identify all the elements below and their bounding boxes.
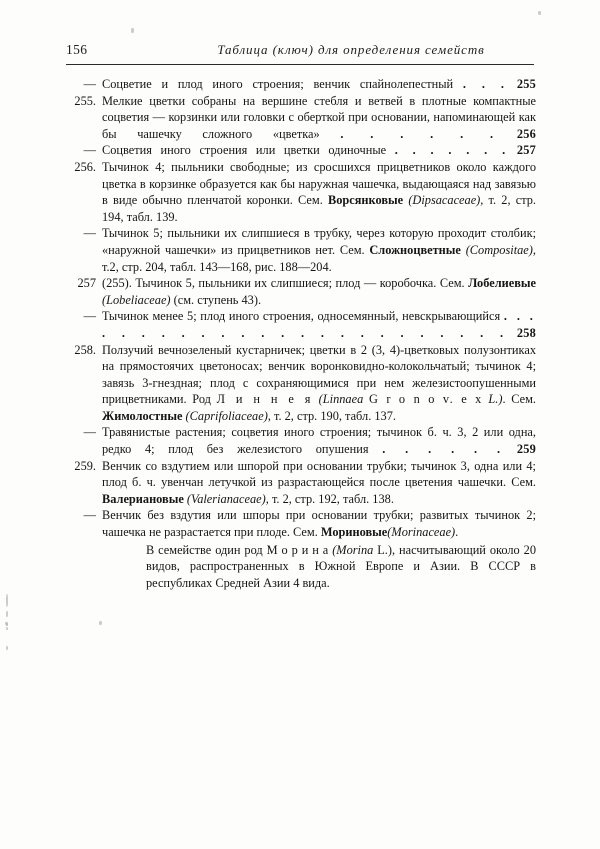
entry-text [102,76,536,93]
entry-marker: — [83,425,96,440]
entry-description: Соцветие и плод иного строения; венчик спайнолепестный [102,77,454,91]
entry-marker: — [83,309,96,324]
scan-artifact [538,11,541,15]
family-name-lat: (Compositae) [465,242,533,257]
key-entry [66,458,536,508]
note-text-end: L.), насчитывающий около 20 видов, распространенных в Южной Европе и Азии. В СССР в республиках Средней Азии 4 вида. [146,542,536,590]
entry-marker: — [83,226,96,241]
entry-text [102,458,536,508]
entry-reference: 255 [516,77,536,91]
key-entry [66,507,536,540]
entry-connector: . Сем. [502,392,537,407]
entry-citation: . [455,525,459,540]
leader-dots: . . . . . . . . . . . . . . . . . . . . . . . . [102,309,536,340]
family-name-lat: (Caprifoliaceae) [185,408,268,423]
entry-marker: — [83,508,96,523]
entry-text [102,93,536,143]
key-entry [66,424,536,457]
entry-description: Венчик без вздутия или шпоры при основании трубки; развитых тычинок 2; чашечка не разрастается при плоде. Сем. [102,508,536,540]
leader-dots: . . . [462,77,508,91]
leader-dots: . . . . . . . [394,143,509,158]
entry-marker: 257 [77,276,96,291]
family-name-lat: (Lobeliaceae) [102,292,171,307]
key-entry [66,275,536,308]
scan-artifact [99,621,102,625]
entry-reference: 256 [516,126,536,141]
family-name-ru: Ворсянковые [327,193,404,208]
entry-description: Ползучий вечнозеленый кустарничек; цветки в 2 (3, 4)-цветковых полузонтиках на прямостоячих цветоносах; венчик воронковидно-колокольчатый; тычинок 4; завязь 3-гнездная; плод с сохраняющимися при нем железистоопушенными прицветниками. Род [102,342,536,407]
leader-dots: . . . . . . [382,442,504,457]
entry-citation: (см. ступень 43). [170,292,262,307]
scan-artifact [131,28,134,33]
entry-text [102,225,536,275]
entry-text [102,507,536,540]
scan-artifact [6,627,8,630]
entry-description: Соцветия иного строения или цветки одиночные [102,143,387,158]
running-title: Таблица (ключ) для определения семейств [217,42,485,57]
entry-description: Тычинок 4; пыльники свободные; из сросшихся прицветников около каждого цветка в корзинке образуется как бы наружная чашечка, выдающаяся над завязью в виде обычно пленчатой коронки. Сем. [102,159,536,208]
key-entry [66,342,536,425]
entry-text [102,275,536,308]
entry-reference: 259 [516,442,537,457]
key-entry [66,142,536,159]
family-name-ru: Жимолостные [102,408,183,423]
entry-marker: 255. [74,93,96,108]
family-name-lat: (Valerianaceae) [186,491,266,506]
header-rule [66,64,534,65]
key-entry [66,93,536,143]
entry-text [102,159,536,225]
genus-authority-abbr: L.) [488,392,503,407]
entry-description: Травянистые растения; соцветия иного строения; тычинок б. ч. 3, 2 или одна, редко 4; плод без железистого опушения [102,425,536,457]
family-note [66,542,536,592]
key-entry [66,76,536,93]
scan-artifact [5,622,7,625]
running-head [66,42,536,62]
entry-text [102,142,536,159]
entry-description: Тычинок 5; пыльники их слипшиеся в трубку, через которую проходит столбик; «наружной чашечки» из прицветников нет. Сем. [102,226,536,257]
genus-name-ru: Л и н н е я [216,392,313,407]
entry-citation: , т. 2, стр. 190, табл. 137. [267,408,396,423]
folio-number: 156 [66,42,88,57]
entry-marker: 256. [74,159,96,174]
entry-reference: 258 [516,325,536,340]
entry-text [102,342,536,425]
key-entry [66,159,536,225]
family-name-ru: Валериановые [102,491,184,506]
entry-citation: , т. 2, стр. 192, табл. 138. [265,491,394,506]
entry-marker: 259. [74,458,96,473]
entry-text [102,424,536,457]
genus-name-lat: (Morina [332,542,374,557]
family-name-lat: (Dipsacaceae) [408,193,481,208]
entry-text [102,308,536,341]
entry-citation: , т. 2, стр. 194, табл. 139. [102,193,537,224]
scan-artifact [6,611,8,617]
genus-authority: G r o n o v. e x [368,392,483,407]
entry-marker: 258. [74,342,96,357]
entry-description: Тычинок менее 5; плод иного строения, односемянный, невскрывающийся [102,309,501,324]
key-entry-list [66,76,536,591]
note-text-start: В семействе один род М о р и н а [146,542,333,557]
entry-description: (255). Тычинок 5, пыльники их слипшиеся; плод — коробочка. Сем. [102,276,469,291]
entry-reference: 257 [516,143,536,158]
key-entry [66,225,536,275]
genus-name-lat: (Linnaea [318,392,364,407]
family-name-ru: Мориновые [320,525,388,540]
scan-artifact [6,594,8,607]
entry-citation: , т.2, стр. 204, табл. 143—168, рис. 188—204. [102,242,536,274]
entry-marker: — [83,77,96,91]
family-name-ru: Лобелиевые [468,276,536,291]
leader-dots: . . . . . . [340,126,497,141]
entry-marker: — [83,143,96,158]
family-name-ru: Сложноцветные [369,242,461,257]
entry-description: Мелкие цветки собраны на вершине стебля и ветвей в плотные компактные соцветия — корзинки или головки с оберткой при основании, напоминающей как бы чашечку сложного «цветка» [102,93,536,141]
scan-artifact [6,646,8,650]
key-entry [66,308,536,341]
entry-description: Венчик со вздутием или шпорой при основании трубки; тычинок 3, одна или 4; плод б. ч. увенчан летучкой из разрастающейся после цветения чашечки. Сем. [102,458,536,490]
family-name-lat: (Morinaceae) [387,525,456,540]
